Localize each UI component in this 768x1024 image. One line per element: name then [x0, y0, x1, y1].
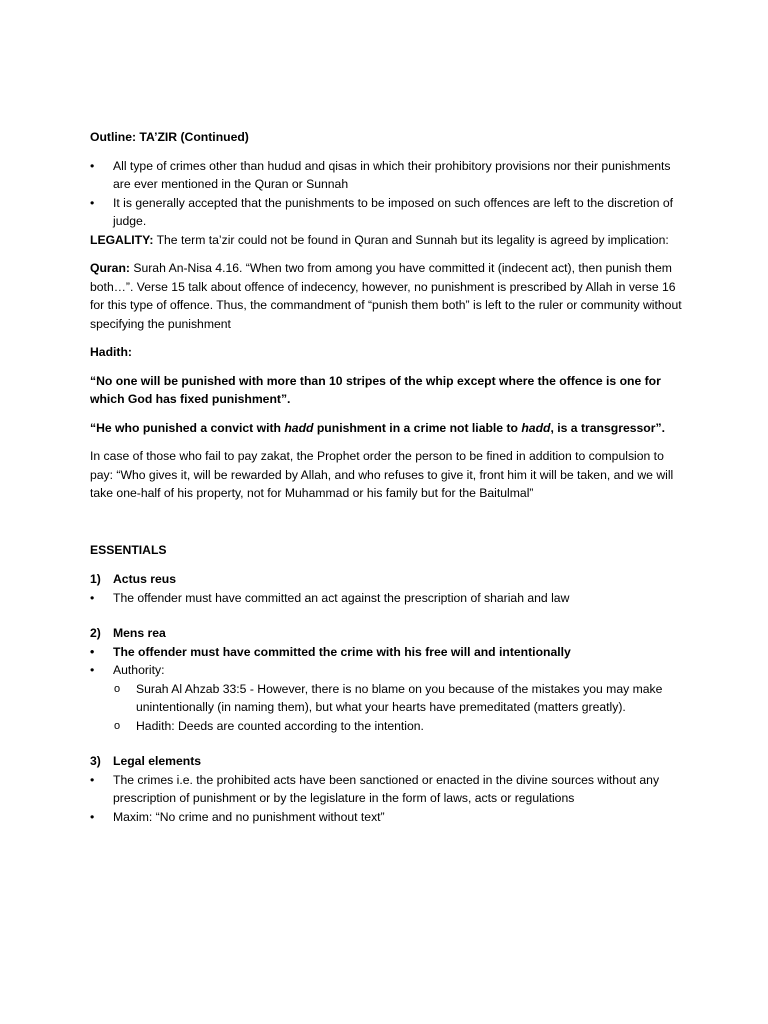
list-item — [90, 643, 686, 662]
bullet-text: Authority: — [113, 663, 165, 677]
hadith-quote-1: “No one will be punished with more than 10 stripes of the whip except where the offence is one for which God has fixed punishment”. — [90, 373, 661, 406]
bullet-icon: • — [90, 644, 95, 659]
list-item — [90, 808, 686, 827]
zakat-paragraph: In case of those who fail to pay zakat, the Prophet order the person to be fined in addition to compulsion to pay: “Who gives it, will be rewarded by Allah, and who refuses to give it, front him it will be taken, and we will take one-half of his property, not for Muhammad or his family but for the Baitulmal” — [90, 449, 674, 500]
bullet-text: It is generally accepted that the punishments to be imposed on such offences are left to the discretion of judge. — [113, 195, 674, 228]
essential-number: 2) — [90, 626, 101, 640]
hadith-quote-2 — [90, 419, 686, 438]
authority-sub-list — [90, 680, 686, 736]
essential-section-mens-rea — [90, 624, 686, 735]
quote-italic-term: hadd — [521, 420, 551, 435]
essential-bullet-list — [90, 589, 686, 608]
bullet-icon: • — [90, 772, 95, 787]
bullet-text: The offender must have committed the crime with his free will and intentionally — [113, 644, 571, 659]
bullet-text: Maxim: “No crime and no punishment without text” — [113, 809, 385, 824]
quran-text: Surah An-Nisa 4.16. “When two from among you have committed it (indecent act), then punish them both…”. Verse 15 talk about offence of indecency, however, no punishment is prescribed by Allah in verse 16 for this type of offence. Thus, the commandment of “punish them both” is left to the ruler or community without specifying the punishment — [90, 261, 682, 331]
legality-text: The term ta’zir could not be found in Quran and Sunnah but its legality is agreed by implication: — [153, 232, 669, 247]
essential-heading — [90, 752, 686, 771]
essential-section-legal-elements — [90, 752, 686, 826]
hadith-heading: Hadith: — [90, 345, 132, 359]
circle-bullet-icon: o — [114, 719, 121, 732]
list-item — [90, 194, 686, 231]
legality-label: LEGALITY: — [90, 232, 154, 247]
essential-number: 1) — [90, 572, 101, 586]
list-item — [90, 157, 686, 194]
essential-title: Legal elements — [113, 754, 202, 768]
sub-bullet-text: Surah Al Ahzab 33:5 - However, there is no blame on you because of the mistakes you may make unintentionally (in naming them), but what your hearts have premeditated (matters greatly). — [136, 681, 663, 714]
section-spacer — [90, 503, 686, 541]
sub-list-item — [90, 680, 686, 717]
quran-paragraph — [90, 259, 686, 333]
essential-title: Actus reus — [113, 572, 176, 586]
sub-list-item — [90, 717, 686, 736]
quote-text: , is a transgressor”. — [550, 420, 665, 435]
essential-bullet-list — [90, 771, 686, 827]
document-content — [90, 128, 686, 826]
quran-label: Quran: — [90, 261, 130, 275]
bullet-text: The crimes i.e. the prohibited acts have been sanctioned or enacted in the divine sources without any prescription of punishment or by the legislature in the form of laws, acts or regulations — [113, 772, 660, 805]
essential-bullet-list — [90, 643, 686, 680]
bullet-text: The offender must have committed an act against the prescription of shariah and law — [113, 590, 570, 605]
bullet-icon: • — [90, 195, 95, 210]
page-title: Outline: TA’ZIR (Continued) — [90, 130, 249, 144]
bullet-icon: • — [90, 809, 95, 824]
essential-heading — [90, 570, 686, 589]
bullet-text: All type of crimes other than hudud and qisas in which their prohibitory provisions nor their punishments are ever mentioned in the Quran or Sunnah — [113, 158, 671, 191]
quote-italic-term: hadd — [284, 420, 314, 435]
list-item — [90, 589, 686, 608]
essential-number: 3) — [90, 754, 101, 768]
list-item — [90, 771, 686, 808]
legality-paragraph — [90, 231, 686, 250]
bullet-icon: • — [90, 663, 95, 677]
essentials-heading: ESSENTIALS — [90, 542, 167, 557]
list-item — [90, 661, 686, 680]
intro-bullet-list — [90, 157, 686, 231]
essential-heading — [90, 624, 686, 643]
sub-bullet-text: Hadith: Deeds are counted according to the intention. — [136, 718, 424, 733]
circle-bullet-icon: o — [114, 682, 121, 695]
quote-text: punishment in a crime not liable to — [313, 420, 522, 435]
quote-text: “He who punished a convict with — [90, 420, 285, 435]
essential-section-actus-reus — [90, 570, 686, 607]
essential-title: Mens rea — [113, 626, 166, 640]
bullet-icon: • — [90, 158, 95, 173]
bullet-icon: • — [90, 590, 95, 605]
